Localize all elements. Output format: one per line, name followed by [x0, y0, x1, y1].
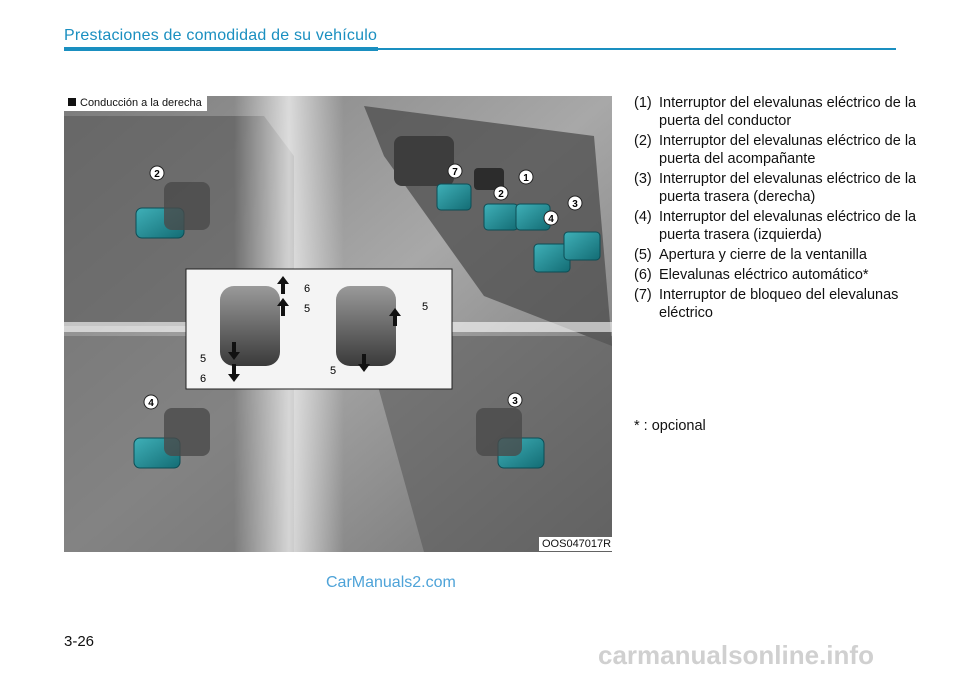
inset-label-5-bottom: 5 — [200, 353, 207, 365]
legend-num: (7) — [634, 287, 652, 303]
section-title: Prestaciones de comodidad de su vehículo — [64, 27, 378, 44]
figure-label-text: Conducción a la derecha — [80, 97, 202, 109]
square-bullet-icon — [68, 98, 76, 106]
legend-text: Apertura y cierre de la ventanilla — [659, 247, 867, 263]
callout-2: 2 — [154, 169, 160, 180]
callout-4: 4 — [548, 214, 554, 225]
callout-7: 7 — [452, 167, 458, 178]
inset-label-5-top: 5 — [304, 303, 311, 315]
legend-num: (1) — [634, 95, 652, 111]
legend-item — [634, 286, 924, 322]
header-rule — [64, 47, 378, 51]
inset-label-5-lower: 5 — [330, 365, 337, 377]
site-watermark: carmanualsonline.info — [598, 640, 874, 670]
legend-text: Interruptor del elevalunas eléctrico de la puerta trasera (izquierda) — [659, 209, 917, 243]
watermark-link[interactable]: CarManuals2.com — [326, 574, 456, 591]
legend-list — [634, 94, 924, 324]
window-switch-illustration — [64, 96, 612, 552]
legend-num: (4) — [634, 209, 652, 225]
legend-item — [634, 246, 924, 264]
legend-item — [634, 208, 924, 244]
callout-4: 4 — [148, 398, 154, 409]
legend-num: (6) — [634, 267, 652, 283]
legend-item — [634, 132, 924, 168]
inset-label-5-right: 5 — [422, 301, 429, 313]
legend-text: Interruptor del elevalunas eléctrico de la puerta trasera (derecha) — [659, 171, 917, 205]
legend-text: Elevalunas eléctrico automático* — [659, 267, 869, 283]
legend-num: (2) — [634, 133, 652, 149]
callout-3: 3 — [572, 199, 578, 210]
optional-note: * : opcional — [634, 418, 706, 434]
callout-3: 3 — [512, 396, 518, 407]
figure-caption-tag — [64, 96, 207, 111]
legend-text: Interruptor de bloqueo del elevalunas eléctrico — [659, 287, 899, 321]
page-number: 3-26 — [64, 633, 95, 650]
callout-2: 2 — [498, 189, 504, 200]
inset-label-6-bottom: 6 — [200, 373, 207, 385]
figure-code: OOS047017R — [539, 537, 614, 551]
legend-num: (3) — [634, 171, 652, 187]
legend-item — [634, 94, 924, 130]
legend-text: Interruptor del elevalunas eléctrico de la puerta del conductor — [659, 95, 917, 129]
legend-text: Interruptor del elevalunas eléctrico de la puerta del acompañante — [659, 133, 917, 167]
inset-label-6-top: 6 — [304, 283, 311, 295]
legend-num: (5) — [634, 247, 652, 263]
callout-1: 1 — [523, 173, 529, 184]
header-rule-thin — [378, 48, 896, 50]
legend-item — [634, 170, 924, 206]
legend-item — [634, 266, 924, 284]
